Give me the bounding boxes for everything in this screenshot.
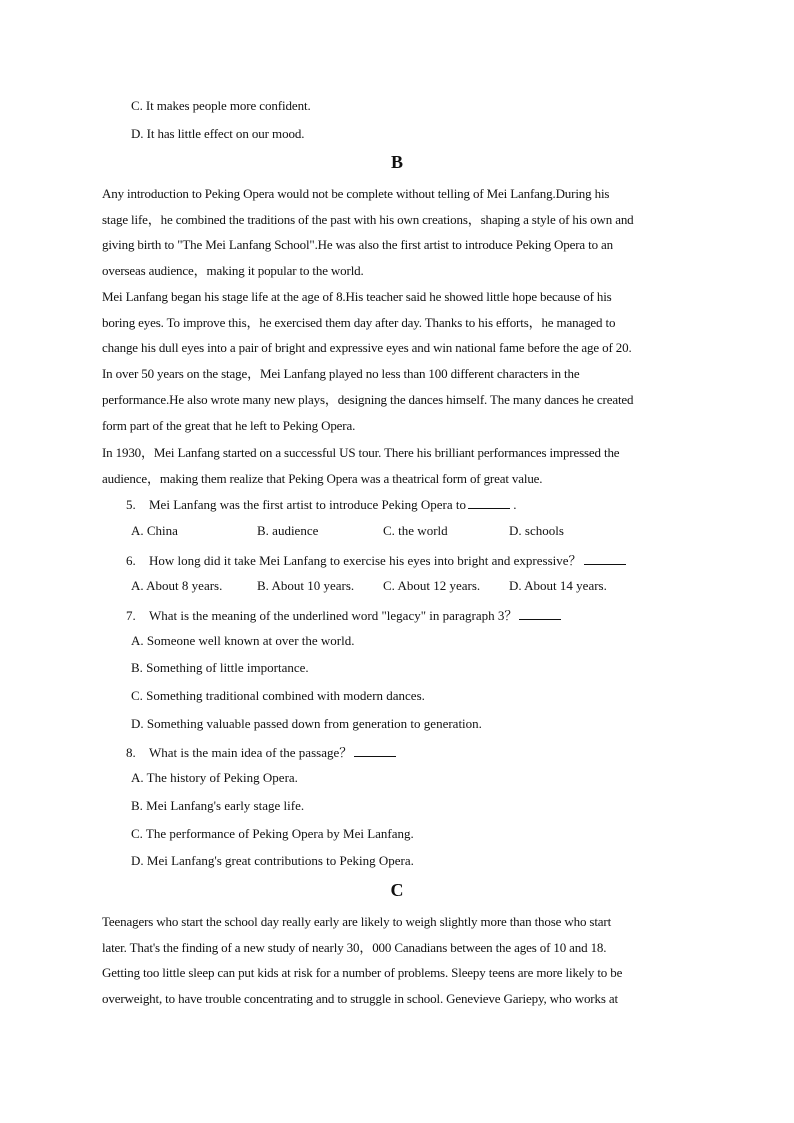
option-d[interactable]: D. Mei Lanfang's great contributions to Peking Opera. bbox=[131, 853, 414, 868]
option-c[interactable]: C. the world bbox=[383, 523, 448, 538]
prev-option-d: D. It has little effect on our mood. bbox=[131, 126, 305, 141]
option-c[interactable]: C. The performance of Peking Opera by Mei Lanfang. bbox=[131, 826, 414, 841]
text-line: form part of the great that he left to Peking Opera. bbox=[102, 417, 356, 433]
text-line: In 1930，Mei Lanfang started on a successful US tour. There his brilliant performances impressed the bbox=[102, 445, 620, 460]
text-line: Mei Lanfang began his stage life at the age of 8.His teacher said he showed little hope because of his bbox=[102, 289, 612, 304]
option-b[interactable]: B. Something of little importance. bbox=[131, 660, 309, 675]
option-c[interactable]: C. About 12 years. bbox=[383, 578, 481, 593]
option-a[interactable]: A. About 8 years. bbox=[131, 578, 223, 593]
question-8: 8. What is the main idea of the passage？ bbox=[126, 742, 396, 761]
option-d[interactable]: D. About 14 years. bbox=[509, 578, 607, 593]
option-a[interactable]: A. Someone well known at over the world. bbox=[131, 633, 355, 648]
prev-option-c: C. It makes people more confident. bbox=[131, 98, 311, 113]
text-line: Getting too little sleep can put kids at risk for a number of problems. Sleepy teens are more likely to be bbox=[102, 965, 623, 981]
text-line: Teenagers who start the school day really early are likely to weigh slightly more than those who start bbox=[102, 914, 612, 929]
text-line: overseas audience，making it popular to the world. bbox=[102, 263, 364, 279]
section-b-heading: B bbox=[390, 152, 403, 172]
option-a[interactable]: A. China bbox=[131, 523, 178, 538]
section-b-paragraph-2 bbox=[102, 284, 702, 438]
section-c-paragraph-1 bbox=[102, 909, 702, 1012]
option-a[interactable]: A. The history of Peking Opera. bbox=[131, 770, 298, 785]
text-line: Any introduction to Peking Opera would not be complete without telling of Mei Lanfang.During his bbox=[102, 186, 610, 201]
option-b[interactable]: B. About 10 years. bbox=[257, 578, 355, 593]
text-line: boring eyes. To improve this，he exercised them day after day. Thanks to his efforts，he managed to bbox=[102, 314, 616, 330]
text-line: performance.He also wrote many new plays，designing the dances himself. The many dances he created bbox=[102, 391, 634, 407]
question-5-options bbox=[131, 523, 651, 539]
question-6-options bbox=[131, 578, 651, 594]
option-d[interactable]: D. Something valuable passed down from generation to generation. bbox=[131, 716, 482, 731]
answer-blank[interactable] bbox=[519, 609, 561, 620]
text-line: In over 50 years on the stage，Mei Lanfang played no less than 100 different characters in the bbox=[102, 366, 580, 382]
text-line: overweight, to have trouble concentrating and to struggle in school. Genevieve Gariepy, who works at bbox=[102, 991, 618, 1007]
text-line: change his dull eyes into a pair of bright and expressive eyes and win national fame before the age of 20. bbox=[102, 340, 632, 356]
text-line: audience，making them realize that Peking Opera was a theatrical form of great value. bbox=[102, 470, 543, 486]
section-c-heading: C bbox=[390, 880, 404, 900]
section-b-paragraph-3 bbox=[102, 440, 702, 491]
option-c[interactable]: C. Something traditional combined with modern dances. bbox=[131, 688, 425, 703]
question-5: 5. Mei Lanfang was the first artist to introduce Peking Opera to . bbox=[126, 497, 517, 512]
section-b-paragraph-1 bbox=[102, 181, 702, 284]
option-b[interactable]: B. audience bbox=[257, 523, 319, 538]
option-b[interactable]: B. Mei Lanfang's early stage life. bbox=[131, 798, 305, 813]
answer-blank[interactable] bbox=[354, 746, 396, 757]
answer-blank[interactable] bbox=[468, 498, 510, 509]
question-6: 6. How long did it take Mei Lanfang to exercise his eyes into bright and expressive？ bbox=[126, 550, 626, 569]
text-line: stage life，he combined the traditions of the past with his own creations，shaping a style of his own and bbox=[102, 211, 634, 227]
option-d[interactable]: D. schools bbox=[509, 523, 564, 538]
question-7: 7. What is the meaning of the underlined word "legacy" in paragraph 3？ bbox=[126, 605, 561, 624]
text-line: giving birth to "The Mei Lanfang School".He was also the first artist to introduce Peking Opera to an bbox=[102, 237, 614, 253]
answer-blank[interactable] bbox=[584, 554, 626, 565]
text-line: later. That's the finding of a new study of nearly 30，000 Canadians between the ages of 10 and 18. bbox=[102, 939, 607, 955]
